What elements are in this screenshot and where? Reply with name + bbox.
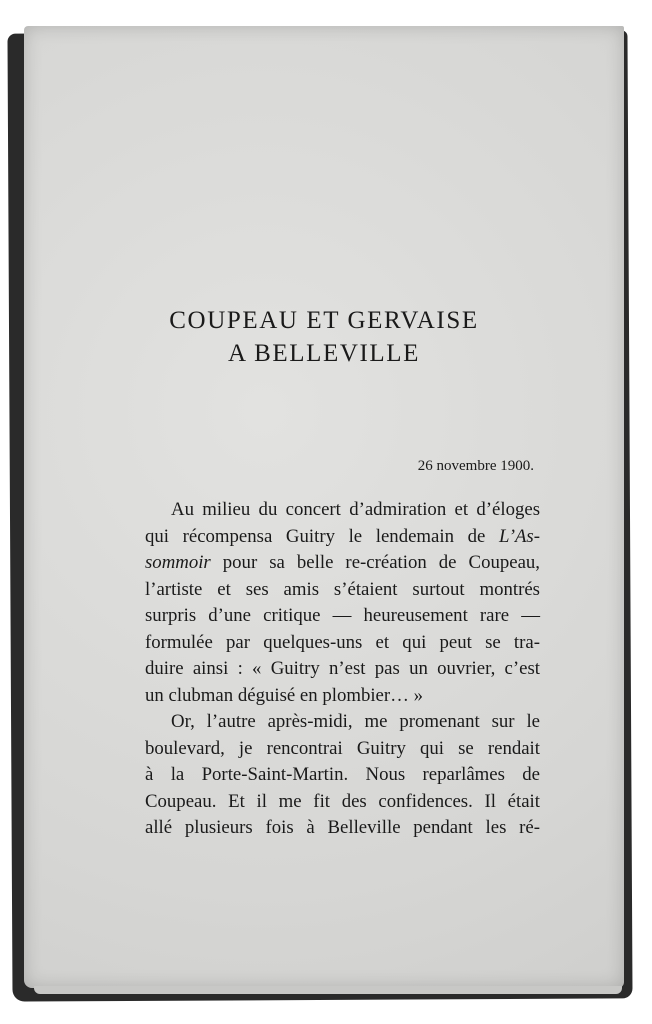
- body-text: [145, 497, 540, 842]
- chapter-title-line2: A BELLEVILLE: [227, 340, 421, 367]
- text-line: Coupeau. Et il me fit des confidences. Il était: [145, 790, 540, 812]
- text-line: boulevard, je rencontrai Guitry qui se rendait: [145, 737, 540, 759]
- text-line: [145, 550, 540, 577]
- text-line: Or, l’autre après-midi, me promenant sur le: [171, 711, 540, 732]
- italic-title-segment: L’As-: [498, 525, 540, 547]
- text-line: duire ainsi : « Guitry n’est pas un ouvrier, c’est: [145, 658, 540, 679]
- chapter-date: 26 novembre 1900.: [417, 458, 534, 474]
- text-line: l’artiste et ses amis s’étaient surtout montrés: [145, 578, 540, 600]
- text-line: Au milieu du concert d’admiration et d’éloges: [171, 499, 540, 520]
- text-line: formulée par quelques-uns et qui peut se tra-: [145, 631, 540, 653]
- text-line: [145, 524, 540, 551]
- chapter-title-line1: COUPEAU ET GERVAISE: [169, 307, 479, 334]
- page-bottom-edge: [34, 986, 622, 994]
- text-segment: pour sa belle re-création de Coupeau,: [210, 552, 540, 573]
- italic-title-segment: sommoir: [145, 552, 211, 573]
- text-line: allé plusieurs fois à Belleville pendant les ré-: [145, 817, 540, 838]
- text-segment: qui récompensa Guitry le lendemain de: [145, 525, 499, 547]
- text-line: surpris d’une critique — heureusement rare —: [145, 605, 540, 626]
- text-line: un clubman déguisé en plombier… »: [145, 684, 424, 706]
- text-line: à la Porte-Saint-Martin. Nous reparlâmes de: [145, 764, 540, 785]
